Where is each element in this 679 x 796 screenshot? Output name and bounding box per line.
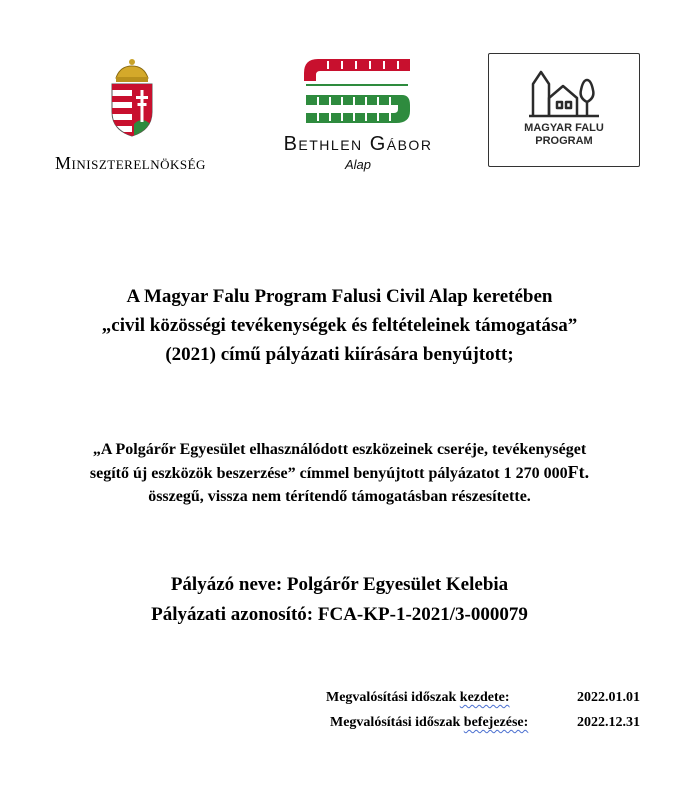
application-id: Pályázati azonosító: FCA-KP-1-2021/3-000079 (151, 604, 528, 625)
applicant-info (0, 570, 679, 630)
ministry-wordmark: Miniszterelnökség (55, 153, 206, 173)
bethlen-subtitle: Alap (344, 157, 372, 172)
hungarian-coat-of-arms-icon (106, 58, 158, 138)
magyar-falu-program-logo (488, 53, 640, 167)
decision-line-2-text: segítő új eszközök beszerzése” címmel benyújtott pályázatot 1 270 000 (89, 465, 568, 482)
period-end-value: 2022.12.31 (577, 715, 640, 730)
heading-line-1: A Magyar Falu Program Falusi Civil Alap keretében (126, 286, 553, 307)
decision-line-1: „A Polgárőr Egyesület elhasználódott eszközeinek cseréje, tevékenységet (92, 441, 587, 458)
period-end-label-text: Megvalósítási időszak (330, 715, 464, 730)
decision-line-3: összegű, vissza nem térítendő támogatásban részesítette. (148, 488, 531, 505)
bethlen-gabor-alap-logo (238, 55, 478, 180)
heading (0, 282, 679, 369)
mfp-wordmark: MAGYAR FALU PROGRAM (524, 122, 604, 147)
decision-line-2 (0, 461, 679, 485)
period-start-label (326, 690, 510, 706)
ministry-logo (28, 58, 233, 178)
period-start-value: 2022.01.01 (577, 690, 640, 705)
bethlen-emblem-icon (298, 55, 418, 127)
heading-line-2: „civil közösségi tevékenységek és feltételeinek támogatása” (101, 315, 578, 336)
currency-label: Ft. (567, 462, 590, 482)
village-church-house-tree-icon (527, 64, 603, 120)
period-start-label-text: Megvalósítási időszak (326, 690, 460, 705)
grant-decision-text (0, 438, 679, 508)
bethlen-wordmark: Bethlen Gábor (283, 133, 433, 155)
heading-line-3: (2021) című pályázati kiírására benyújtott; (165, 344, 514, 365)
period-start-label-word: kezdete: (459, 690, 510, 705)
applicant-name: Pályázó neve: Polgárőr Egyesület Kelebia (170, 574, 509, 595)
period-end-label (330, 715, 528, 731)
period-end-label-word: befejezése: (463, 715, 529, 730)
